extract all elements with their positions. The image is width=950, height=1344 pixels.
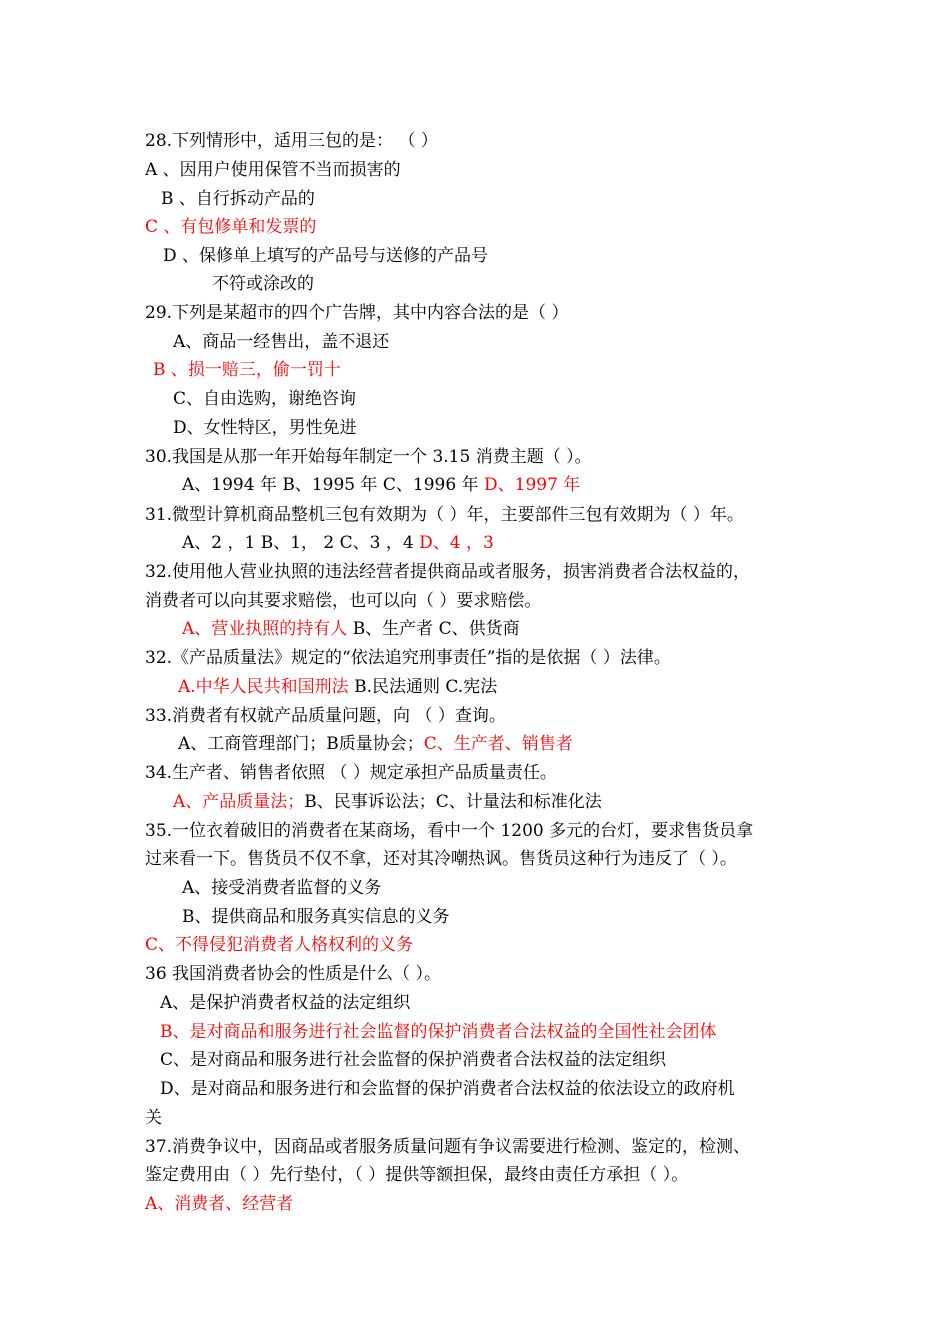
text-segment: A、2 ，1 B、1， 2 C、3 ，4: [182, 533, 420, 553]
text-line: B、是对商品和服务进行社会监督的保护消费者合法权益的全国性社会团体: [160, 1022, 717, 1042]
text-line: C、自由选购，谢绝咨询: [173, 389, 357, 409]
text-segment: A、营业执照的持有人: [182, 619, 353, 639]
text-line: C 、有包修单和发票的: [145, 217, 317, 237]
text-line: B 、损一赔三，偷一罚十: [153, 360, 341, 380]
text-line: 37.消费争议中，因商品或者服务质量问题有争议需要进行检测、鉴定的，检测、: [145, 1137, 751, 1157]
text-line: 31.微型计算机商品整机三包有效期为（ ）年，主要部件三包有效期为（ ）年。: [145, 505, 744, 525]
text-line: 30.我国是从那一年开始每年制定一个 3.15 消费主题（ ）。: [145, 447, 592, 467]
text-line: [182, 532, 494, 554]
text-line: A、是保护消费者权益的法定组织: [160, 993, 411, 1013]
text-segment: D、4 ，3: [419, 533, 494, 553]
text-line: [182, 618, 520, 640]
text-line: A、商品一经售出，盖不退还: [173, 332, 390, 352]
text-line: 过来看一下。售货员不仅不拿，还对其冷嘲热讽。售货员这种行为违反了（ ）。: [145, 849, 737, 869]
text-segment: D、1997 年: [484, 475, 581, 495]
text-line: 28.下列情形中，适用三包的是： （ ）: [145, 131, 438, 151]
text-line: C、不得侵犯消费者人格权利的义务: [145, 935, 414, 955]
text-segment: C、生产者、销售者: [423, 734, 573, 754]
text-line: A、消费者、经营者: [145, 1194, 294, 1214]
text-segment: A、产品质量法；: [173, 792, 305, 812]
text-segment: B.民法通则 C.宪法: [354, 677, 498, 697]
text-line: 35.一位衣着破旧的消费者在某商场，看中一个 1200 多元的台灯，要求售货员拿: [145, 821, 754, 841]
text-line: A、接受消费者监督的义务: [182, 878, 382, 898]
text-line: D、是对商品和服务进行和会监督的保护消费者合法权益的依法设立的政府机: [160, 1079, 735, 1099]
text-line: [178, 676, 497, 698]
text-line: 32.使用他人营业执照的违法经营者提供商品或者服务，损害消费者合法权益的，: [145, 562, 751, 582]
text-line: 鉴定费用由（ ）先行垫付，（ ）提供等额担保，最终由责任方承担（ ）。: [145, 1165, 689, 1185]
text-line: 关: [145, 1108, 162, 1128]
text-segment: B、民事诉讼法；C、计量法和标准化法: [304, 792, 602, 812]
text-line: 消费者可以向其要求赔偿，也可以向（ ）要求赔偿。: [145, 591, 542, 611]
text-line: 不符或涂改的: [212, 274, 314, 294]
text-segment: A、1994 年 B、1995 年 C、1996 年: [182, 475, 484, 495]
text-segment: A、工商管理部门；B质量协会；: [178, 734, 424, 754]
text-line: A 、因用户使用保管不当而损害的: [145, 160, 401, 180]
text-line: C、是对商品和服务进行社会监督的保护消费者合法权益的法定组织: [160, 1050, 667, 1070]
text-line: 34.生产者、销售者依照 （ ）规定承担产品质量责任。: [145, 763, 557, 783]
text-line: [178, 733, 573, 755]
text-line: B 、自行拆动产品的: [161, 189, 315, 209]
text-line: 36 我国消费者协会的性质是什么（ ）。: [145, 964, 441, 984]
text-line: [173, 791, 602, 813]
text-line: B、提供商品和服务真实信息的义务: [182, 907, 450, 927]
text-segment: B、生产者 C、供货商: [352, 619, 520, 639]
text-line: 29.下列是某超市的四个广告牌，其中内容合法的是（ ）: [145, 303, 569, 323]
text-segment: A.中华人民共和国刑法: [178, 677, 355, 697]
text-line: D 、保修单上填写的产品号与送修的产品号: [163, 246, 489, 266]
text-line: 32.《产品质量法》规定的“依法追究刑事责任”指的是依据（ ）法律。: [145, 648, 671, 668]
text-line: [182, 474, 580, 496]
text-line: D、女性特区，男性免进: [173, 418, 357, 438]
text-line: 33.消费者有权就产品质量问题，向 （ ）查询。: [145, 706, 506, 726]
